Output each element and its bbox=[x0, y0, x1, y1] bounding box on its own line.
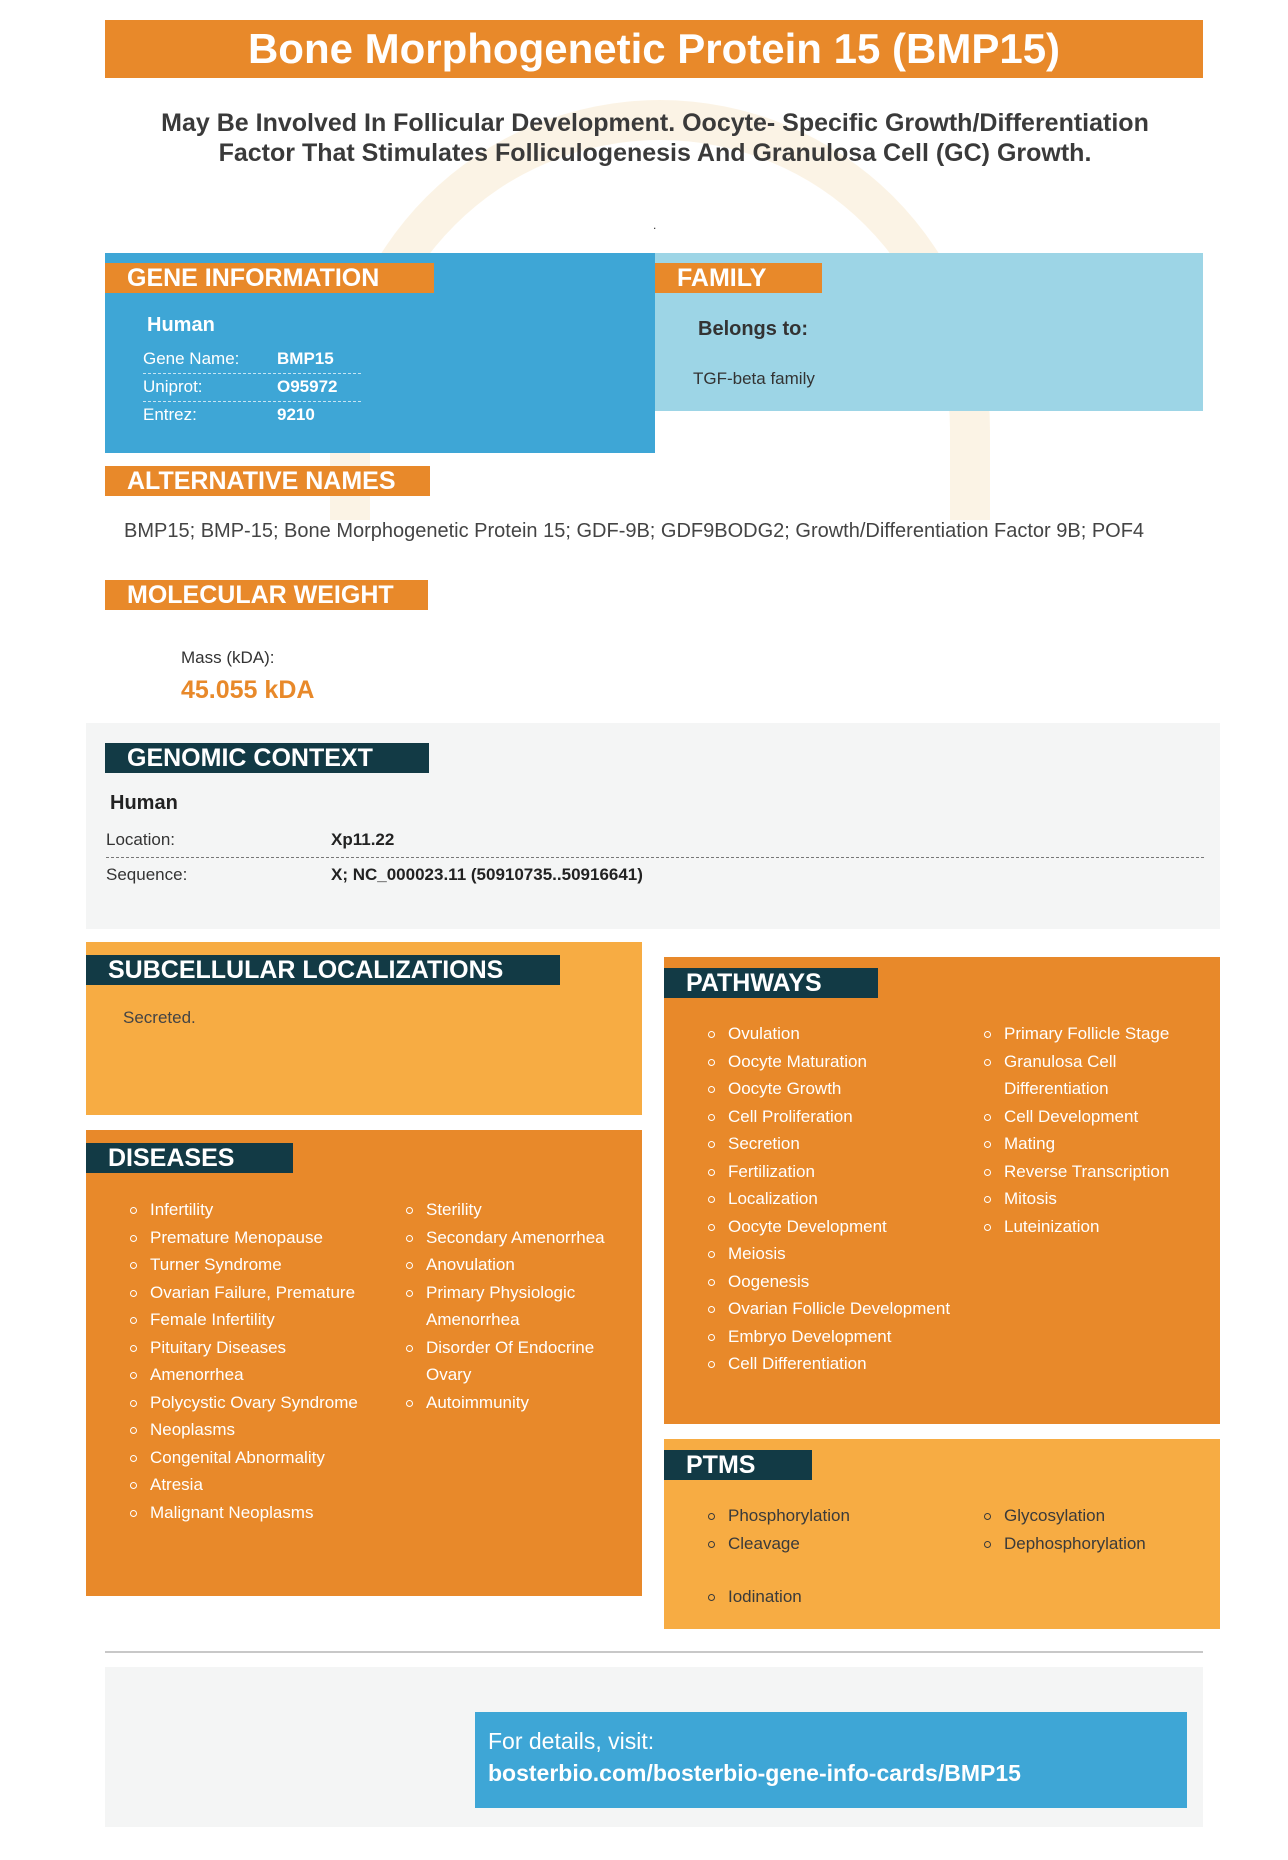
gene-row-label: Gene Name: bbox=[143, 349, 240, 368]
disease-item: Congenital Abnormality bbox=[130, 1444, 365, 1472]
pathway-item: Cell Differentiation bbox=[708, 1350, 953, 1378]
ptm-item: Phosphorylation bbox=[708, 1502, 953, 1530]
disease-item: Female Infertility bbox=[130, 1306, 365, 1334]
diseases-heading: DISEASES bbox=[86, 1143, 293, 1173]
disease-item: Disorder Of Endocrine Ovary bbox=[406, 1334, 626, 1389]
disease-item: Autoimmunity bbox=[406, 1389, 626, 1417]
pathway-item: Primary Follicle Stage bbox=[984, 1020, 1209, 1048]
pathway-item: Cell Development bbox=[984, 1103, 1209, 1131]
details-label: For details, visit: bbox=[488, 1728, 655, 1754]
gene-row-label: Uniprot: bbox=[143, 377, 203, 396]
ptm-item: Glycosylation bbox=[984, 1502, 1209, 1530]
disease-item: Primary Physiologic Amenorrhea bbox=[406, 1279, 626, 1334]
gene-row-value: BMP15 bbox=[277, 349, 334, 368]
stray-dot: . bbox=[653, 218, 657, 232]
genomic-context-heading: GENOMIC CONTEXT bbox=[105, 743, 429, 773]
details-link[interactable]: bosterbio.com/bosterbio-gene-info-cards/BMP15 bbox=[488, 1760, 1021, 1786]
gene-row-name bbox=[143, 345, 361, 374]
ptm-item: Cleavage bbox=[708, 1530, 953, 1558]
genomic-row-label: Location: bbox=[106, 830, 175, 849]
genomic-row-label: Sequence: bbox=[106, 865, 188, 884]
alternative-names-heading: ALTERNATIVE NAMES bbox=[105, 466, 430, 496]
genomic-species: Human bbox=[110, 792, 178, 814]
footer-divider bbox=[105, 1651, 1203, 1653]
pathway-item: Oogenesis bbox=[708, 1268, 953, 1296]
disease-item: Atresia bbox=[130, 1471, 365, 1499]
page-title: Bone Morphogenetic Protein 15 (BMP15) bbox=[105, 20, 1203, 78]
disease-item: Turner Syndrome bbox=[130, 1251, 365, 1279]
details-callout bbox=[475, 1712, 1187, 1808]
gene-row-label: Entrez: bbox=[143, 405, 197, 424]
pathway-item: Oocyte Growth bbox=[708, 1075, 953, 1103]
gene-row-value: O95972 bbox=[277, 377, 338, 396]
pathway-item: Cell Proliferation bbox=[708, 1103, 953, 1131]
pathway-item: Oocyte Maturation bbox=[708, 1048, 953, 1076]
genomic-row-value: X; NC_000023.11 (50910735..50916641) bbox=[331, 865, 643, 884]
disease-item: Infertility bbox=[130, 1196, 365, 1224]
mass-value: 45.055 kDA bbox=[181, 676, 315, 704]
genomic-row-value: Xp11.22 bbox=[331, 830, 395, 849]
gene-species: Human bbox=[147, 314, 215, 336]
pathways-list-left bbox=[708, 1020, 953, 1378]
pathway-item: Secretion bbox=[708, 1130, 953, 1158]
disease-item: Anovulation bbox=[406, 1251, 626, 1279]
ptm-item: Iodination bbox=[708, 1583, 953, 1611]
disease-item: Premature Menopause bbox=[130, 1224, 365, 1252]
family-value: TGF-beta family bbox=[693, 369, 815, 388]
ptms-list-extra bbox=[708, 1583, 953, 1611]
pathway-item: Mating bbox=[984, 1130, 1209, 1158]
diseases-list-right bbox=[406, 1196, 626, 1416]
disease-item: Pituitary Diseases bbox=[130, 1334, 365, 1362]
ptm-item: Dephosphorylation bbox=[984, 1530, 1209, 1558]
gene-row-value: 9210 bbox=[277, 405, 315, 424]
alternative-names-text: BMP15; BMP-15; Bone Morphogenetic Protein 15; GDF-9B; GDF9BODG2; Growth/Differentiation Factor 9B; POF4 bbox=[124, 520, 1145, 542]
ptms-list-left bbox=[708, 1502, 953, 1557]
disease-item: Secondary Amenorrhea bbox=[406, 1224, 626, 1252]
description-line-1: May Be Involved In Follicular Development. Oocyte- Specific Growth/Differentiation bbox=[161, 109, 1149, 137]
protein-description bbox=[110, 108, 1200, 168]
pathway-item: Localization bbox=[708, 1185, 953, 1213]
molecular-weight-heading: MOLECULAR WEIGHT bbox=[105, 580, 428, 610]
pathway-item: Luteinization bbox=[984, 1213, 1209, 1241]
disease-item: Amenorrhea bbox=[130, 1361, 365, 1389]
gene-information-heading: GENE INFORMATION bbox=[105, 263, 434, 293]
subcellular-heading: SUBCELLULAR LOCALIZATIONS bbox=[86, 955, 560, 985]
pathway-item: Granulosa Cell Differentiation bbox=[984, 1048, 1209, 1103]
pathway-item: Oocyte Development bbox=[708, 1213, 953, 1241]
family-belongs-label: Belongs to: bbox=[698, 318, 808, 340]
genomic-row-location bbox=[106, 823, 1204, 858]
gene-row-uniprot bbox=[143, 373, 361, 402]
subcellular-localizations-panel bbox=[86, 942, 642, 1115]
disease-item: Polycystic Ovary Syndrome bbox=[130, 1389, 365, 1417]
pathways-heading: PATHWAYS bbox=[664, 968, 878, 998]
disease-item: Neoplasms bbox=[130, 1416, 365, 1444]
subcellular-value: Secreted. bbox=[123, 1008, 196, 1027]
pathway-item: Meiosis bbox=[708, 1240, 953, 1268]
mass-label: Mass (kDA): bbox=[181, 648, 275, 667]
diseases-panel bbox=[86, 1130, 642, 1596]
ptms-heading: PTMS bbox=[664, 1450, 812, 1480]
pathways-list-right bbox=[984, 1020, 1209, 1240]
pathway-item: Ovarian Follicle Development bbox=[708, 1295, 953, 1323]
ptms-list-right bbox=[984, 1502, 1209, 1557]
pathways-panel bbox=[664, 957, 1220, 1424]
pathway-item: Ovulation bbox=[708, 1020, 953, 1048]
genomic-context-panel bbox=[86, 723, 1220, 929]
disease-item: Sterility bbox=[406, 1196, 626, 1224]
pathway-item: Reverse Transcription bbox=[984, 1158, 1209, 1186]
disease-item: Ovarian Failure, Premature bbox=[130, 1279, 365, 1307]
ptms-panel bbox=[664, 1439, 1220, 1629]
genomic-row-sequence bbox=[106, 858, 1204, 892]
family-panel bbox=[655, 253, 1203, 411]
gene-information-panel bbox=[105, 253, 655, 453]
description-line-2: Factor That Stimulates Folliculogenesis And Granulosa Cell (GC) Growth. bbox=[218, 139, 1092, 167]
pathway-item: Embryo Development bbox=[708, 1323, 953, 1351]
gene-row-entrez bbox=[143, 401, 361, 429]
disease-item: Malignant Neoplasms bbox=[130, 1499, 365, 1527]
diseases-list-left bbox=[130, 1196, 365, 1526]
pathway-item: Mitosis bbox=[984, 1185, 1209, 1213]
pathway-item: Fertilization bbox=[708, 1158, 953, 1186]
family-heading: FAMILY bbox=[655, 263, 822, 293]
